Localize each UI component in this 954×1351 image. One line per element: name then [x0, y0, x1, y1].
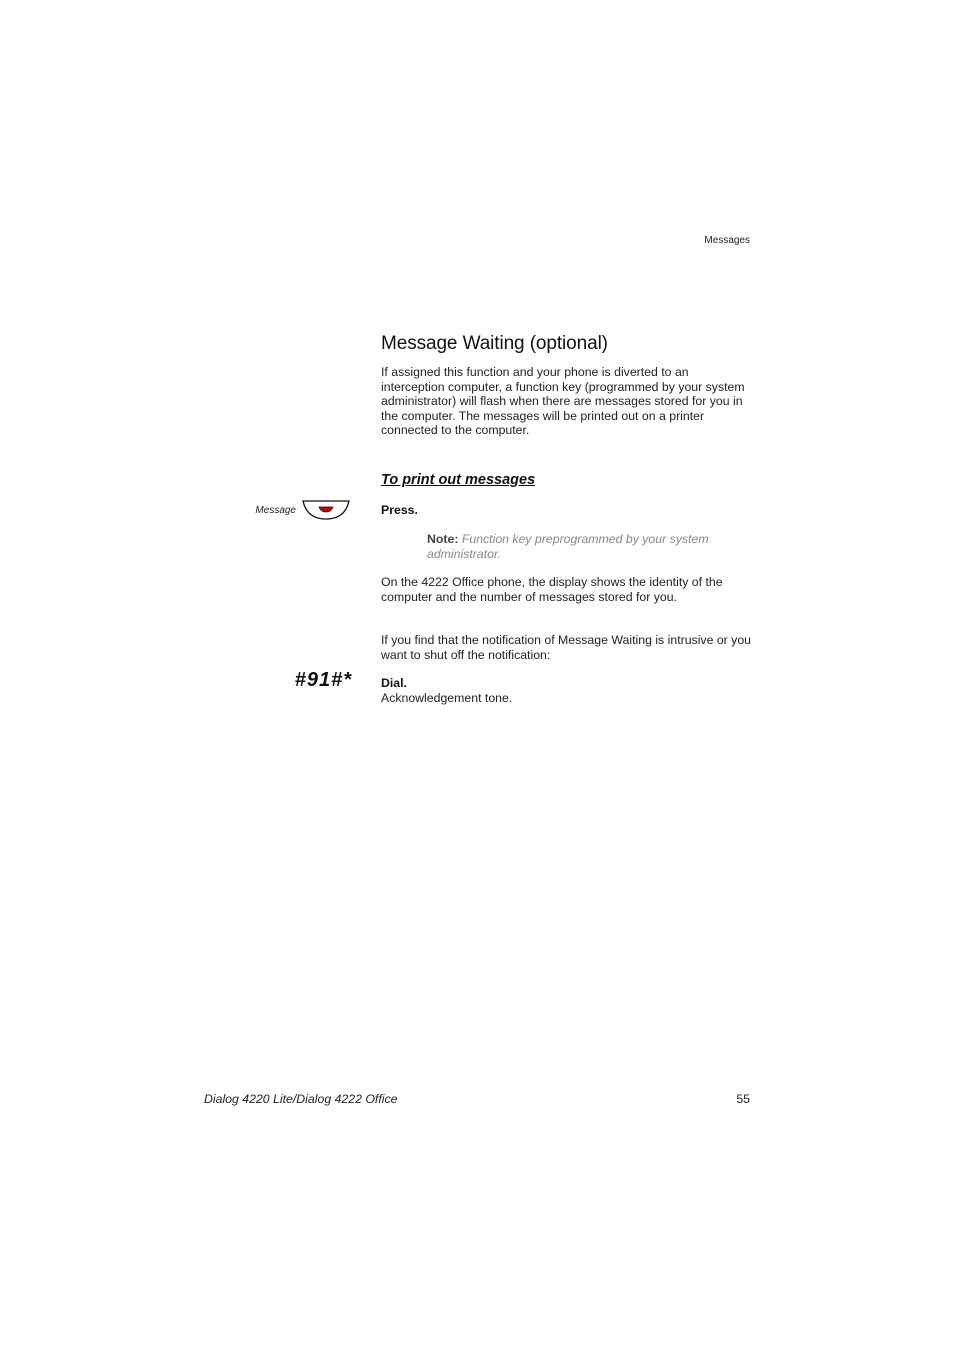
function-key-label: Message	[255, 505, 296, 516]
page-number: 55	[736, 1092, 750, 1106]
function-key-icon	[301, 499, 351, 521]
footer-title: Dialog 4220 Lite/Dialog 4222 Office	[204, 1092, 398, 1106]
note-label: Note:	[427, 532, 459, 546]
dial-instruction: Dial.	[381, 676, 407, 690]
note	[427, 532, 747, 561]
section-title: Message Waiting (optional)	[381, 333, 608, 354]
display-info-paragraph: On the 4222 Office phone, the display shows the identity of the computer and the number of messages stored for you.	[381, 575, 723, 604]
shutoff-intro-paragraph: If you find that the notification of Message Waiting is intrusive or you want to shut off the notification:	[381, 633, 752, 662]
procedure-subheading: To print out messages	[381, 472, 536, 488]
running-head: Messages	[704, 235, 750, 246]
note-text: Function key preprogrammed by your system administrator.	[427, 532, 709, 561]
dial-code: #91#*	[294, 669, 352, 691]
intro-paragraph: If assigned this function and your phone is diverted to an interception computer, a function key (programmed by your system administrator) will flash when there are messages stored for you in the computer. The messages will be printed out on a printer connected to the computer.	[381, 365, 745, 438]
press-instruction: Press.	[381, 503, 418, 517]
acknowledgement-text: Acknowledgement tone.	[381, 691, 513, 705]
